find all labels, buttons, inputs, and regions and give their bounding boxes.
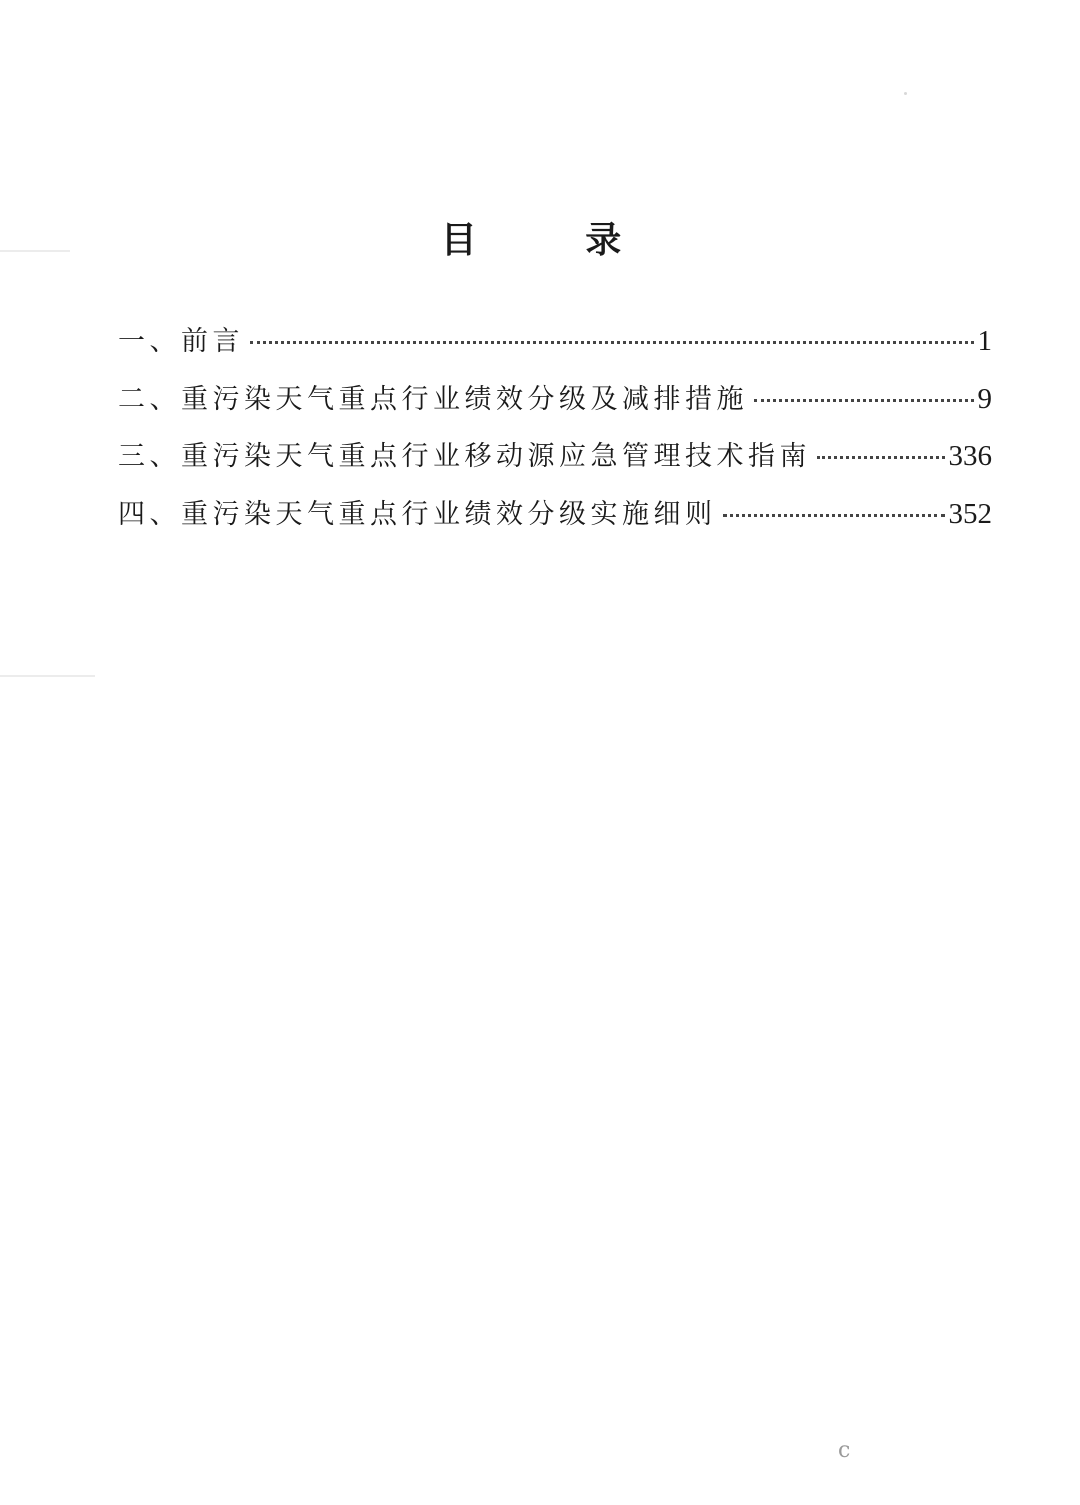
dot-leader (817, 456, 945, 459)
toc-entry-implementation-rules[interactable] (118, 491, 992, 549)
toc-page-number: 352 (948, 497, 992, 530)
dot-leader (250, 341, 974, 344)
dot-leader (723, 514, 945, 517)
scan-artifact (0, 675, 95, 677)
toc-entry-label: 三、重污染天气重点行业移动源应急管理技术指南 (118, 441, 811, 472)
toc-entry-mobile-source-guide[interactable] (118, 433, 992, 491)
dot-leader (754, 399, 974, 402)
toc-title: 目 录 (440, 220, 670, 261)
toc-entry-preface[interactable] (118, 318, 992, 376)
toc-entry-label: 二、重污染天气重点行业绩效分级及减排措施 (118, 383, 748, 415)
toc-entry-label: 一、前言 (118, 326, 244, 357)
toc-entry-performance-grading[interactable] (118, 376, 992, 434)
scan-mark: ⅽ (838, 1438, 851, 1463)
toc-entry-label: 四、重污染天气重点行业绩效分级实施细则 (118, 498, 717, 530)
toc-page-number: 1 (977, 325, 992, 357)
table-of-contents (118, 318, 992, 548)
toc-page-number: 336 (948, 440, 992, 472)
toc-page-number: 9 (977, 382, 992, 415)
scan-speck (904, 92, 907, 95)
